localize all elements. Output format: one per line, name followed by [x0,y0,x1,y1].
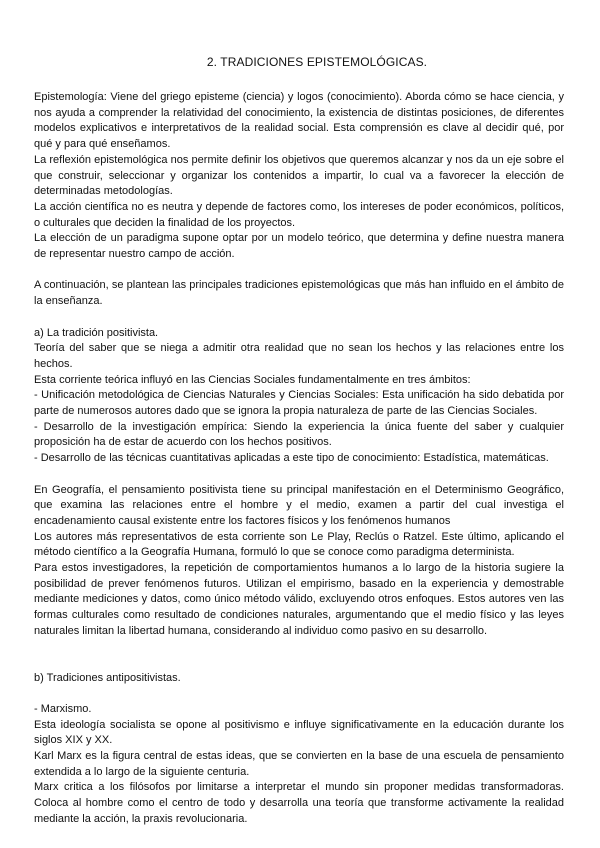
geography-paragraph-determinism: En Geografía, el pensamiento positivista tiene su principal manifestación en el Determinismo Geográfico, que examina las relaciones entre el hombre y el medio, examen a partir del cual investiga el encadenamiento causal existente entre los factores físicos y los fenómenos humanos [34,483,564,527]
spacer [34,640,564,671]
section-a-definition: Teoría del saber que se niega a admitir otra realidad que no sean los hechos y las relaciones entre los hechos. [34,342,564,370]
section-b-heading: b) Tradiciones antipositivistas. [34,671,181,684]
intro-paragraph-reflection: La reflexión epistemológica nos permite definir los objetivos que queremos alcanzar y nos da un eje sobre el que construir, seleccionar y organizar los contenidos a impartir, lo cual va a favorecer la elección de determinadas metodologías. [34,153,564,198]
spacer [34,310,564,326]
section-a-point-unification: - Unificación metodológica de Ciencias Naturales y Ciencias Sociales: Esta unificación ha sido debatida por parte de numerosos autores dado que se ignora la propia naturaleza de parte de las Ciencias Sociales. [34,389,564,418]
geography-paragraph-authors: Los autores más representativos de esta corriente son Le Play, Reclús o Ratzel. Este último, aplicando el método científico a la Geografía Humana, formuló lo que se conoce como paradigma determinista. [34,530,564,559]
spacer [34,686,564,702]
intro-paragraph-scientific-action: La acción científica no es neutra y depende de factores como, los intereses de poder económicos, políticos, o culturales que deciden la finalidad de los proyectos. [34,200,564,229]
spacer [34,263,564,279]
section-b-subheading-marxism: - Marxismo. [34,702,92,715]
section-a-point-quantitative: - Desarrollo de las técnicas cuantitativas aplicadas a este tipo de conocimiento: Estadística, matemáticas. [34,452,549,465]
document-content [34,54,564,828]
section-a-heading: a) La tradición positivista. [34,326,159,339]
marxism-paragraph-karl-marx: Karl Marx es la figura central de estas ideas, que se convierten en la base de una escuela de pensamiento extendida a lo largo de la siguiente centuria. [34,750,564,778]
page-title: 2. TRADICIONES EPISTEMOLÓGICAS. [206,55,428,69]
transition-paragraph: A continuación, se plantean las principales tradiciones epistemológicas que más han influido en el ámbito de la enseñanza. [34,279,564,308]
section-a-influence: Esta corriente teórica influyó en las Ciencias Sociales fundamentalmente en tres ámbitos: [34,373,471,386]
section-a-point-empirical: - Desarrollo de la investigación empírica: Siendo la experiencia la única fuente del saber y cualquier proposición ha de estar de acuerdo con los hechos positivos. [34,420,564,449]
intro-paragraph-epistemology: Epistemología: Viene del griego episteme (ciencia) y logos (conocimiento). Aborda cómo se hace ciencia, y nos ayuda a comprender la relatividad del conocimiento, la existencia de distintas posiciones, de diferentes modelos explicativos e interpretativos de la realidad social. Esta comprensión es clave al decidir qué, por qué y para qué enseñamos. [34,91,564,151]
geography-paragraph-investigators: Para estos investigadores, la repetición de comportamientos humanos a lo largo de la historia sugiere la posibilidad de prever fenómenos futuros. Utilizan el empirismo, basado en la experiencia y demostrable mediante mediciones y datos, como único método válido, excluyendo otros enfoques. Estos autores ven las formas culturales como resultado de condiciones naturales, argumentando que el medio físico y las leyes naturales limitan la libertad humana, considerando al individuo como pasivo en su desarrollo. [34,562,564,637]
intro-paragraph-paradigm: La elección de un paradigma supone optar por un modelo teórico, que determina y define nuestra manera de representar nuestro campo de acción. [34,232,564,261]
marxism-paragraph-ideology: Esta ideología socialista se opone al positivismo e influye significativamente en la educación durante los siglos XIX y XX. [34,718,564,747]
marxism-paragraph-critique: Marx critica a los filósofos por limitarse a interpretar el mundo sin proponer medidas transformadoras. Coloca al hombre como el centro de todo y desarrolla una teoría que transforme activamente la realidad mediante la acción, la praxis revolucionaria. [34,781,564,825]
spacer [34,467,564,483]
